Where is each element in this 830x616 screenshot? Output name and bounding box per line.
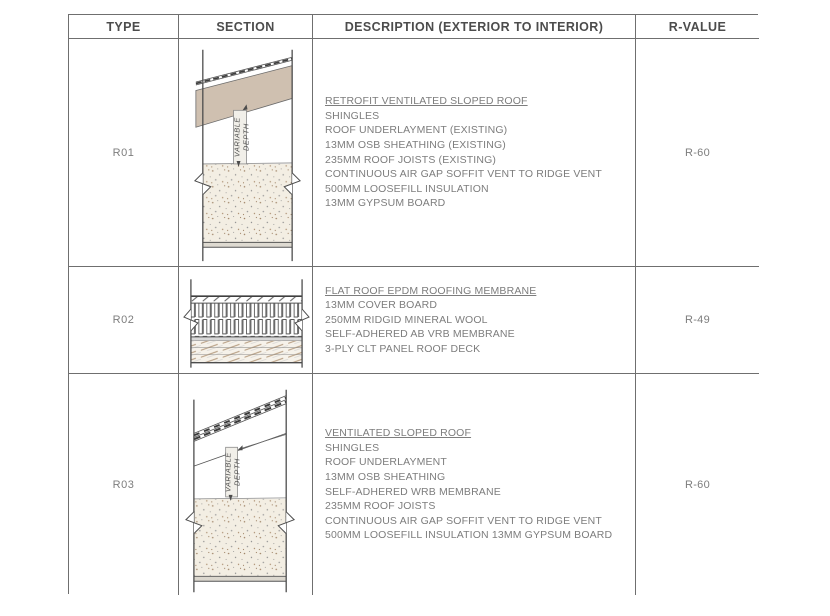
description-line: 250MM RIDGID MINERAL WOOL	[325, 313, 488, 326]
r-value: R-49	[684, 314, 711, 326]
description-line: 500MM LOOSEFILL INSULATION	[325, 182, 489, 195]
section-cell-r02	[179, 267, 313, 374]
description-cell-r03	[313, 374, 636, 595]
description-line: SELF-ADHERED WRB MEMBRANE	[325, 485, 501, 498]
assembly-title: RETROFIT VENTILATED SLOPED ROOF	[325, 95, 528, 108]
description-line: ROOF UNDERLAYMENT	[325, 456, 447, 469]
description-cell-r01	[313, 39, 636, 267]
description-line: SELF-ADHERED AB VRB MEMBRANE	[325, 328, 515, 341]
description-line: CONTINUOUS AIR GAP SOFFIT VENT TO RIDGE VENT	[325, 514, 602, 527]
description-line: SHINGLES	[325, 441, 380, 454]
type-cell-r02	[69, 267, 179, 374]
r-value: R-60	[684, 478, 711, 491]
column-header-description	[313, 15, 636, 39]
description-cell-r02	[313, 267, 636, 374]
variable-depth-label: DEPTH	[241, 122, 251, 151]
description-line: 13MM COVER BOARD	[325, 299, 438, 312]
section-drawing-sloped-roof-r01	[179, 40, 312, 266]
description-line: CONTINUOUS AIR GAP SOFFIT VENT TO RIDGE VENT	[325, 168, 602, 181]
section-cell-r01	[179, 39, 313, 267]
column-header-r-value-label: R-VALUE	[668, 19, 727, 34]
description-line: 3-PLY CLT PANEL ROOF DECK	[325, 342, 481, 355]
description-line: 500MM LOOSEFILL INSULATION 13MM GYPSUM BOARD	[325, 529, 613, 542]
assembly-id: R02	[112, 314, 135, 326]
variable-depth-label: VARIABLE	[223, 451, 233, 492]
description-line: SHINGLES	[325, 109, 380, 122]
column-header-section-label: SECTION	[216, 19, 275, 34]
description-line: 13MM GYPSUM BOARD	[325, 197, 446, 210]
description-line: 235MM ROOF JOISTS	[325, 500, 436, 513]
r-value-cell-r03	[636, 374, 759, 595]
section-drawing-flat-roof-r02	[179, 267, 312, 373]
column-header-description-label: DESCRIPTION (EXTERIOR TO INTERIOR)	[344, 19, 604, 34]
description-line: 13MM OSB SHEATHING (EXISTING)	[325, 138, 506, 151]
description-line: ROOF UNDERLAYMENT (EXISTING)	[325, 124, 508, 137]
section-drawing-sloped-roof-r03	[179, 375, 312, 595]
section-cell-r03	[179, 374, 313, 595]
r-value-cell-r02	[636, 267, 759, 374]
assembly-title: FLAT ROOF EPDM ROOFING MEMBRANE	[325, 284, 537, 297]
type-cell-r01	[69, 39, 179, 267]
column-header-type	[69, 15, 179, 39]
assembly-id: R01	[112, 146, 135, 159]
description-line: 13MM OSB SHEATHING	[325, 470, 446, 483]
variable-depth-label: VARIABLE	[232, 116, 242, 157]
description-line: 235MM ROOF JOISTS (EXISTING)	[325, 153, 497, 166]
description-block	[325, 426, 612, 543]
column-header-type-label: TYPE	[106, 19, 141, 34]
roof-assembly-schedule-table	[68, 14, 758, 594]
type-cell-r03	[69, 374, 179, 595]
variable-depth-label: DEPTH	[232, 457, 242, 486]
assembly-id: R03	[112, 478, 135, 491]
column-header-section	[179, 15, 313, 39]
description-block	[325, 94, 602, 211]
r-value-cell-r01	[636, 39, 759, 267]
r-value: R-60	[684, 146, 711, 159]
assembly-title: VENTILATED SLOPED ROOF	[325, 427, 472, 440]
column-header-r-value	[636, 15, 759, 39]
description-block	[325, 284, 536, 357]
